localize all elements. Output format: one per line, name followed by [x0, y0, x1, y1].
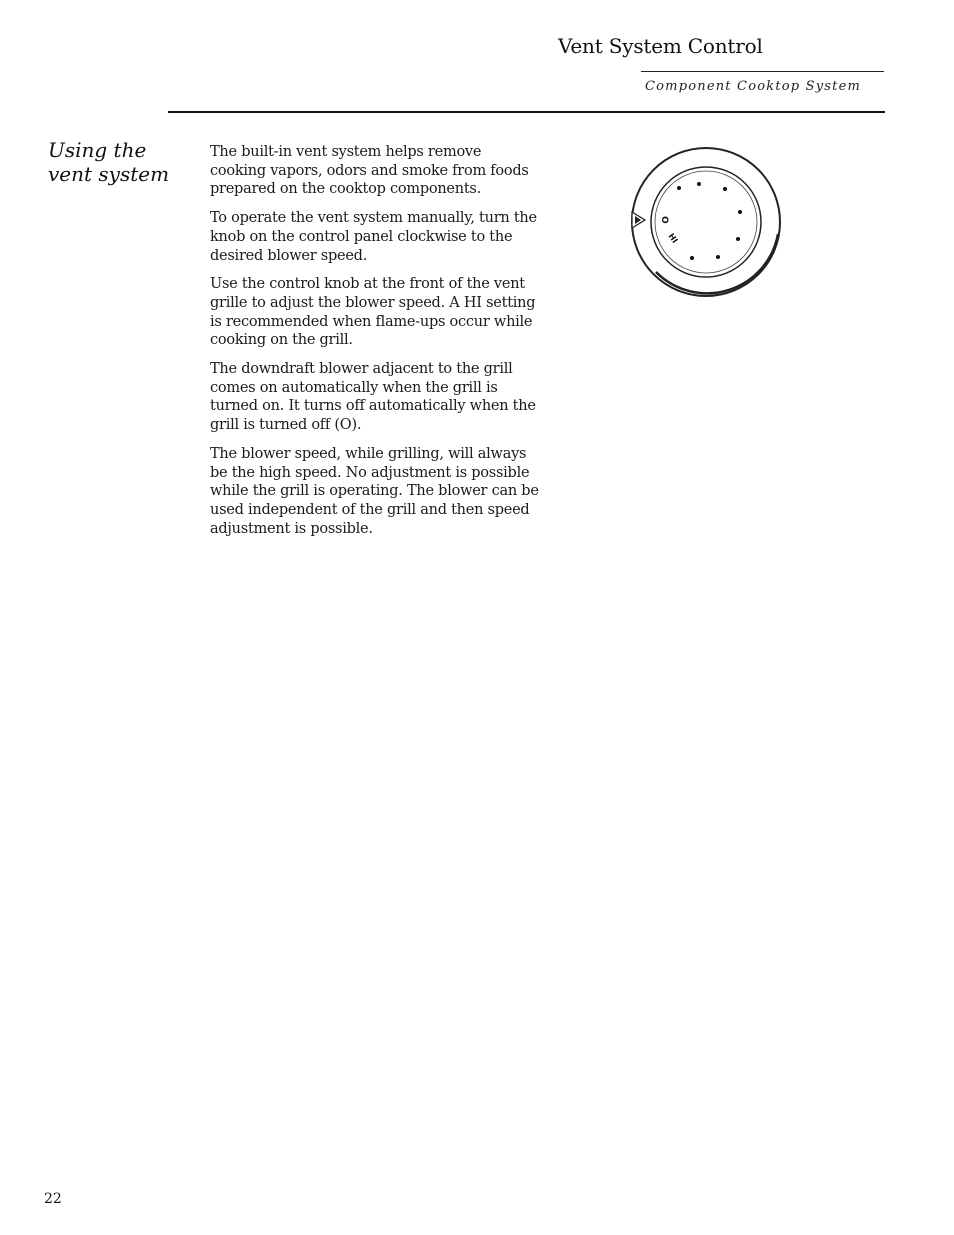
body-text: [210, 143, 540, 548]
header-rule-short: [641, 71, 884, 72]
knob-face: [655, 171, 757, 273]
knob-hi-label: HI: [666, 231, 680, 245]
paragraph-4: The downdraft blower adjacent to the grill comes on automatically when the grill is turned on. It turns off automatically when the grill is turned off (O).: [210, 361, 536, 434]
header-title: Vent System Control: [558, 34, 763, 58]
paragraph-5: The blower speed, while grilling, will always be the high speed. No adjustment is possible while the grill is operating. The blower can be used independent of the grill and then speed adjustment is possible.: [210, 445, 539, 537]
paragraph-1: The built-in vent system helps remove cooking vapors, odors and smoke from foods prepared on the cooktop components.: [210, 144, 529, 198]
section-heading-line2: vent system: [48, 162, 170, 186]
paragraph-2: To operate the vent system manually, turn the knob on the control panel clockwise to the desired blower speed.: [210, 210, 537, 264]
paragraph-3: Use the control knob at the front of the vent grille to adjust the blower speed. A HI setting is recommended when flame-ups occur while cooking on the grill.: [210, 276, 536, 349]
knob-off-label: O: [659, 216, 669, 224]
section-heading: [48, 138, 178, 186]
vent-control-knob-illustration: [628, 144, 784, 300]
header-rule-long: [168, 111, 885, 113]
page-number: 22: [44, 1191, 62, 1207]
header-subtitle: Component Cooktop System: [645, 79, 861, 94]
section-heading-line1: Using the: [48, 138, 147, 162]
